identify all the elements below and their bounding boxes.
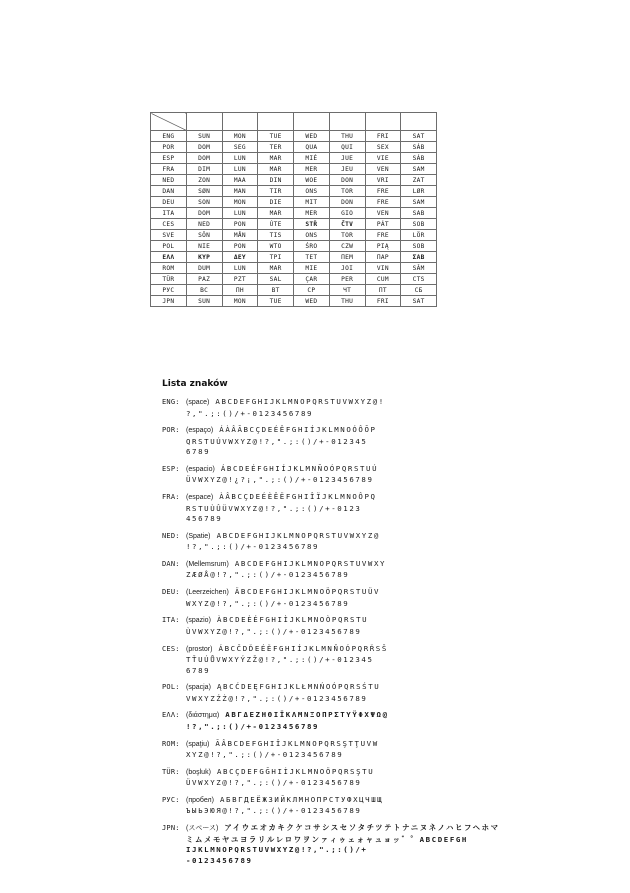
character-line bbox=[186, 845, 500, 856]
day-cell: DUM bbox=[186, 263, 222, 274]
day-cell: DOM bbox=[186, 142, 222, 153]
day-cell: SÂM bbox=[401, 263, 437, 274]
table-header-row bbox=[151, 113, 437, 131]
day-cell: ПТ bbox=[365, 285, 401, 296]
language-code: POL: bbox=[162, 683, 180, 692]
character-line bbox=[186, 475, 472, 486]
characters: ÁBCČDĎEÉĚFGHIÍJKLMNŇOÓPQRŘSŠ bbox=[218, 643, 388, 653]
day-cell: ŚRO bbox=[294, 241, 330, 252]
characters: ÄBCDEFGHIJKLMNOÖPQRSTUÜV bbox=[234, 587, 381, 597]
header-cell bbox=[401, 113, 437, 131]
day-cell: FRE bbox=[365, 197, 401, 208]
day-cell: СБ bbox=[401, 285, 437, 296]
character-list-title: Lista znaków bbox=[162, 379, 228, 389]
space-label: (espace) bbox=[186, 494, 214, 502]
day-cell: ONS bbox=[294, 186, 330, 197]
language-code: РУС: bbox=[162, 795, 180, 804]
language-code: JPN: bbox=[162, 824, 180, 833]
language-code-cell: FRA bbox=[151, 164, 187, 175]
day-cell: ZAT bbox=[401, 175, 437, 186]
day-cell: FRI bbox=[365, 296, 401, 307]
language-code-cell: ESP bbox=[151, 153, 187, 164]
header-cell bbox=[222, 113, 258, 131]
character-line bbox=[186, 397, 472, 409]
language-code-cell: POR bbox=[151, 142, 187, 153]
characters: ĂÂBCDEFGHIÎJKLMNOPQRSŞTŢUVW bbox=[215, 738, 379, 748]
character-set bbox=[186, 823, 500, 866]
character-set bbox=[186, 710, 472, 732]
language-code-cell: ENG bbox=[151, 131, 187, 142]
characters: ミムメモヤユヨラリルレロワヲンァィゥェォャュョッ゛゜ABCDEFGH bbox=[186, 834, 468, 844]
language-code-cell: JPN bbox=[151, 296, 187, 307]
character-line bbox=[186, 682, 472, 694]
day-cell: LØR bbox=[401, 186, 437, 197]
day-cell: ČTV bbox=[329, 219, 365, 230]
char-list-entry bbox=[162, 795, 472, 817]
day-cell: SAT bbox=[401, 131, 437, 142]
day-cell: THU bbox=[329, 296, 365, 307]
day-cell: MON bbox=[222, 296, 258, 307]
character-set bbox=[186, 492, 472, 525]
char-list-entry bbox=[162, 425, 472, 458]
character-line bbox=[186, 666, 472, 677]
character-list bbox=[162, 397, 500, 872]
day-cell: TER bbox=[258, 142, 294, 153]
space-label: (spaţiu) bbox=[186, 740, 210, 748]
day-cell: MAN bbox=[222, 186, 258, 197]
space-label: (διάστημα) bbox=[186, 712, 220, 720]
day-cell: JEU bbox=[329, 164, 365, 175]
char-list-entry bbox=[162, 739, 472, 761]
day-cell: ΤΡΙ bbox=[258, 252, 294, 263]
character-set bbox=[186, 559, 472, 581]
characters: ÀÂBCÇDEÉÈÊËFGHIÎÏJKLMNOÔPQ bbox=[219, 492, 377, 502]
character-set bbox=[186, 767, 472, 789]
day-cell: PON bbox=[222, 219, 258, 230]
character-line bbox=[186, 464, 472, 476]
day-cell: DON bbox=[329, 175, 365, 186]
character-line bbox=[186, 504, 472, 515]
day-cell: PÁT bbox=[365, 219, 401, 230]
table-row bbox=[151, 175, 437, 186]
characters: ?,".;:()/+-0123456789 bbox=[186, 408, 314, 418]
day-cell: VEN bbox=[365, 164, 401, 175]
character-line bbox=[186, 409, 472, 420]
day-cell: MAR bbox=[258, 153, 294, 164]
character-line bbox=[186, 835, 500, 846]
characters: ABCDEFGHIJKLMNOPQRSTUVWXYZ@! bbox=[215, 397, 385, 406]
table-row bbox=[151, 285, 437, 296]
day-cell: THU bbox=[329, 131, 365, 142]
day-cell: SAL bbox=[258, 274, 294, 285]
char-list-entry bbox=[162, 587, 472, 609]
language-code-cell: ITA bbox=[151, 208, 187, 219]
character-set bbox=[186, 531, 472, 553]
character-line bbox=[186, 694, 472, 705]
character-line bbox=[186, 750, 472, 761]
character-line bbox=[186, 514, 472, 525]
char-list-entry bbox=[162, 615, 472, 637]
day-cell: MON bbox=[222, 197, 258, 208]
table-row bbox=[151, 131, 437, 142]
day-cell: ВТ bbox=[258, 285, 294, 296]
characters: ABCÇDEFGĞHIİJKLMNOÖPQRSŞTU bbox=[216, 766, 375, 776]
day-cell: ONS bbox=[294, 230, 330, 241]
characters: 6789 bbox=[186, 665, 211, 675]
day-cell: NIE bbox=[186, 241, 222, 252]
character-set bbox=[186, 795, 472, 817]
day-cell: SOB bbox=[401, 241, 437, 252]
character-line bbox=[186, 447, 472, 458]
character-set bbox=[186, 739, 472, 761]
characters: !?,".;:()/+-0123456789 bbox=[186, 721, 320, 731]
characters: XYZ@!?,".;:()/+-0123456789 bbox=[186, 750, 344, 760]
characters: ÀBCDEÈÉFGHIÌJKLMNOÒPQRSTU bbox=[216, 615, 369, 625]
space-label: (Leerzeichen) bbox=[186, 589, 229, 597]
day-cell: MER bbox=[294, 164, 330, 175]
character-line bbox=[186, 856, 500, 867]
day-cell: FRE bbox=[365, 186, 401, 197]
day-cell: WED bbox=[294, 296, 330, 307]
character-set bbox=[186, 682, 472, 704]
language-code-cell: РУС bbox=[151, 285, 187, 296]
day-cell: VIN bbox=[365, 263, 401, 274]
character-line bbox=[186, 778, 472, 789]
day-cell: WED bbox=[294, 131, 330, 142]
space-label: (space) bbox=[186, 399, 210, 406]
space-label: (スペース) bbox=[186, 825, 219, 833]
character-line bbox=[186, 531, 472, 543]
day-cell: PZT bbox=[222, 274, 258, 285]
day-cell: MÅN bbox=[222, 230, 258, 241]
language-code: NED: bbox=[162, 531, 180, 540]
character-set bbox=[186, 615, 472, 637]
table-row bbox=[151, 274, 437, 285]
language-code: ESP: bbox=[162, 464, 180, 473]
character-line bbox=[186, 710, 472, 722]
characters: ÜVWXYZ@!?,".;:()/+-0123456789 bbox=[186, 778, 362, 788]
header-cell bbox=[186, 113, 222, 131]
day-cell: TOR bbox=[329, 230, 365, 241]
diagonal-header-cell bbox=[151, 113, 187, 131]
day-cell: PIĄ bbox=[365, 241, 401, 252]
day-cell: DOM bbox=[186, 153, 222, 164]
language-code: CES: bbox=[162, 644, 180, 653]
table-row bbox=[151, 241, 437, 252]
space-label: (espaço) bbox=[186, 427, 214, 435]
day-cell: JOI bbox=[329, 263, 365, 274]
day-cell: SEG bbox=[222, 142, 258, 153]
day-cell: QUI bbox=[329, 142, 365, 153]
day-cell: DIE bbox=[258, 197, 294, 208]
characters: ÁBCDEÉFGHIÍJKLMNÑOÓPQRSTUÚ bbox=[220, 463, 379, 473]
character-line bbox=[186, 627, 472, 638]
day-cell: SAB bbox=[401, 208, 437, 219]
character-line bbox=[186, 806, 472, 817]
day-cell: VIE bbox=[365, 153, 401, 164]
language-code-cell: DAN bbox=[151, 186, 187, 197]
day-cell: DIM bbox=[186, 164, 222, 175]
char-list-entry bbox=[162, 710, 472, 732]
characters: QRSTUÚVWXYZ@!?,".;:()/+-012345 bbox=[186, 436, 368, 446]
day-cell: ВС bbox=[186, 285, 222, 296]
header-cell bbox=[365, 113, 401, 131]
day-cell: LUN bbox=[222, 153, 258, 164]
language-code: ROM: bbox=[162, 739, 180, 748]
day-cell: MAR bbox=[258, 164, 294, 175]
characters: ÜVWXYZ@!¿?¡,".;:()/+-0123456789 bbox=[186, 475, 374, 485]
space-label: (espacio) bbox=[186, 465, 215, 473]
character-line bbox=[186, 795, 472, 807]
day-cell: TUE bbox=[258, 131, 294, 142]
table-row bbox=[151, 153, 437, 164]
day-cell: SÖN bbox=[186, 230, 222, 241]
day-cell: SOB bbox=[401, 219, 437, 230]
characters: ЪЫЬЭЮЯ@!?,".;:()/+-0123456789 bbox=[186, 806, 362, 816]
day-cell: ΠΑΡ bbox=[365, 252, 401, 263]
character-line bbox=[186, 425, 472, 437]
header-cell bbox=[329, 113, 365, 131]
day-cell: LUN bbox=[222, 263, 258, 274]
space-label: (пробел) bbox=[186, 796, 214, 804]
day-cell: SÁB bbox=[401, 153, 437, 164]
day-cell: SON bbox=[186, 197, 222, 208]
language-code-cell: NED bbox=[151, 175, 187, 186]
day-cell: PAZ bbox=[186, 274, 222, 285]
character-line bbox=[186, 599, 472, 610]
day-cell: SAM bbox=[401, 164, 437, 175]
character-line bbox=[186, 722, 472, 733]
char-list-entry bbox=[162, 644, 472, 677]
day-cell: ЧТ bbox=[329, 285, 365, 296]
day-cell: NED bbox=[186, 219, 222, 230]
space-label: (Spatie) bbox=[186, 532, 211, 540]
table-row bbox=[151, 263, 437, 274]
language-code: POR: bbox=[162, 426, 180, 435]
day-cell: FRE bbox=[365, 230, 401, 241]
day-cell: MIE bbox=[294, 263, 330, 274]
space-label: (spazio) bbox=[186, 617, 211, 625]
character-line bbox=[186, 570, 472, 581]
character-line bbox=[186, 655, 472, 666]
day-cell: CTS bbox=[401, 274, 437, 285]
day-cell: ПН bbox=[222, 285, 258, 296]
char-list-entry bbox=[162, 492, 472, 525]
table-row bbox=[151, 197, 437, 208]
character-set bbox=[186, 644, 472, 677]
day-cell: CUM bbox=[365, 274, 401, 285]
day-cell: TIR bbox=[258, 186, 294, 197]
char-list-entry bbox=[162, 559, 472, 581]
language-code-cell: SVE bbox=[151, 230, 187, 241]
characters: ĄBCĆDEĘFGHIJKLŁMNŃOÓPQRSŚTU bbox=[216, 682, 381, 692]
language-code-cell: ΕΛΛ bbox=[151, 252, 187, 263]
character-line bbox=[186, 437, 472, 448]
table-row bbox=[151, 252, 437, 263]
characters: WXYZ@!?,".;:()/+-0123456789 bbox=[186, 598, 350, 608]
language-code-cell: POL bbox=[151, 241, 187, 252]
language-code-cell: CES bbox=[151, 219, 187, 230]
space-label: (prostor) bbox=[186, 645, 213, 653]
character-line bbox=[186, 587, 472, 599]
day-cell: СР bbox=[294, 285, 330, 296]
characters: VWXYZŹŻ@!?,".;:()/+-0123456789 bbox=[186, 693, 368, 703]
day-cell: MAR bbox=[258, 263, 294, 274]
character-line bbox=[186, 739, 472, 751]
day-cell: ZON bbox=[186, 175, 222, 186]
char-list-entry bbox=[162, 531, 472, 553]
char-list-entry bbox=[162, 682, 472, 704]
day-cell: SAT bbox=[401, 296, 437, 307]
characters: RSTUÙÛÜVWXYZ@!?,".;:()/+-0123 bbox=[186, 503, 362, 513]
day-cell: LUN bbox=[222, 164, 258, 175]
table-row bbox=[151, 230, 437, 241]
characters: ÙVWXYZ@!?,".;:()/+-0123456789 bbox=[186, 626, 362, 636]
character-line bbox=[186, 767, 472, 779]
day-cell: WOE bbox=[294, 175, 330, 186]
day-cell: PER bbox=[329, 274, 365, 285]
day-cell: GIO bbox=[329, 208, 365, 219]
table-row bbox=[151, 164, 437, 175]
day-cell: STŘ bbox=[294, 219, 330, 230]
character-line bbox=[186, 644, 472, 656]
day-cell: CZW bbox=[329, 241, 365, 252]
day-cell: MON bbox=[222, 131, 258, 142]
language-code: FRA: bbox=[162, 493, 180, 502]
day-cell: LÖR bbox=[401, 230, 437, 241]
language-code: ITA: bbox=[162, 616, 180, 625]
day-cell: TOR bbox=[329, 186, 365, 197]
day-cell: SUN bbox=[186, 296, 222, 307]
language-code: TÜR: bbox=[162, 767, 180, 776]
day-cell: SÁB bbox=[401, 142, 437, 153]
characters: ΑΒΓΔΕΖΗΘΙΪΚΛΜΝΞΟΠΡΣΤΥΫΦΧΨΩ@ bbox=[225, 710, 389, 720]
character-set bbox=[186, 425, 472, 458]
table-row bbox=[151, 208, 437, 219]
day-cell: SEX bbox=[365, 142, 401, 153]
character-line bbox=[186, 542, 472, 553]
header-cell bbox=[294, 113, 330, 131]
table-row bbox=[151, 142, 437, 153]
language-code: ENG: bbox=[162, 398, 180, 406]
day-cell: MAR bbox=[258, 208, 294, 219]
language-code-cell: DEU bbox=[151, 197, 187, 208]
day-cell: VEN bbox=[365, 208, 401, 219]
character-line bbox=[186, 615, 472, 627]
table-row bbox=[151, 186, 437, 197]
day-cell: SØN bbox=[186, 186, 222, 197]
table-row bbox=[151, 219, 437, 230]
character-set bbox=[186, 587, 472, 609]
characters: ZÆØÅ@!?,".;:()/+-0123456789 bbox=[186, 570, 350, 580]
day-cell: ÇAR bbox=[294, 274, 330, 285]
day-cell: ΠΕΜ bbox=[329, 252, 365, 263]
char-list-entry bbox=[162, 397, 472, 419]
character-line bbox=[186, 492, 472, 504]
characters: ÁÀÂÃBCÇDEÉÊFGHIÍJKLMNOÓÔÕP bbox=[219, 425, 377, 435]
language-code: DAN: bbox=[162, 559, 180, 568]
day-cell: WTO bbox=[258, 241, 294, 252]
day-cell: ΣΑΒ bbox=[401, 252, 437, 263]
characters: 6789 bbox=[186, 447, 211, 457]
characters: -0123456789 bbox=[186, 855, 253, 865]
character-line bbox=[186, 559, 472, 571]
day-cell: DIN bbox=[258, 175, 294, 186]
characters: IJKLMNOPQRSTUVWXYZ@!?,".;:()/+ bbox=[186, 845, 368, 855]
day-cell: SUN bbox=[186, 131, 222, 142]
day-cell: FRI bbox=[365, 131, 401, 142]
day-cell: PON bbox=[222, 241, 258, 252]
day-cell: SAM bbox=[401, 197, 437, 208]
day-cell: LUN bbox=[222, 208, 258, 219]
weekday-table bbox=[150, 112, 437, 307]
space-label: (Mellemsrum) bbox=[186, 560, 229, 568]
day-cell: TIS bbox=[258, 230, 294, 241]
table-row bbox=[151, 296, 437, 307]
language-code: ΕΛΛ: bbox=[162, 711, 180, 720]
language-code-cell: TÜR bbox=[151, 274, 187, 285]
day-cell: ΔΕΥ bbox=[222, 252, 258, 263]
char-list-entry bbox=[162, 464, 472, 486]
day-cell: QUA bbox=[294, 142, 330, 153]
day-cell: DOM bbox=[186, 208, 222, 219]
char-list-entry bbox=[162, 767, 472, 789]
day-cell: TUE bbox=[258, 296, 294, 307]
characters: ABCDEFGHIJKLMNOPQRSTUVWXY bbox=[234, 558, 387, 568]
characters: АБВГДЕЁЖЗИЙКЛМНОПРСТУФХЦЧШЩ bbox=[219, 794, 384, 804]
character-set bbox=[186, 397, 472, 419]
day-cell: VRI bbox=[365, 175, 401, 186]
space-label: (spacja) bbox=[186, 684, 211, 692]
day-cell: ÚTE bbox=[258, 219, 294, 230]
characters: ABCDEFGHIJKLMNOPQRSTUVWXYZ@ bbox=[216, 530, 380, 540]
characters: !?,".;:()/+-0123456789 bbox=[186, 542, 320, 552]
header-cell bbox=[258, 113, 294, 131]
character-line bbox=[186, 823, 500, 835]
language-code: DEU: bbox=[162, 588, 180, 597]
day-cell: JUE bbox=[329, 153, 365, 164]
day-cell: MIT bbox=[294, 197, 330, 208]
language-code-cell: ROM bbox=[151, 263, 187, 274]
day-cell: MAA bbox=[222, 175, 258, 186]
characters: TŤUÚŮVWXYÝZŽ@!?,".;:()/+-012345 bbox=[186, 655, 374, 664]
day-cell: MIÉ bbox=[294, 153, 330, 164]
space-label: (boşluk) bbox=[186, 768, 211, 776]
characters: 456789 bbox=[186, 514, 223, 524]
day-cell: DON bbox=[329, 197, 365, 208]
day-cell: ΚΥΡ bbox=[186, 252, 222, 263]
character-set bbox=[186, 464, 472, 486]
characters: アイウエオカキクケコサシスセソタチツテトナニヌネノハヒフヘホマ bbox=[224, 823, 500, 833]
day-cell: MER bbox=[294, 208, 330, 219]
day-cell: ΤΕΤ bbox=[294, 252, 330, 263]
char-list-entry bbox=[162, 823, 500, 866]
